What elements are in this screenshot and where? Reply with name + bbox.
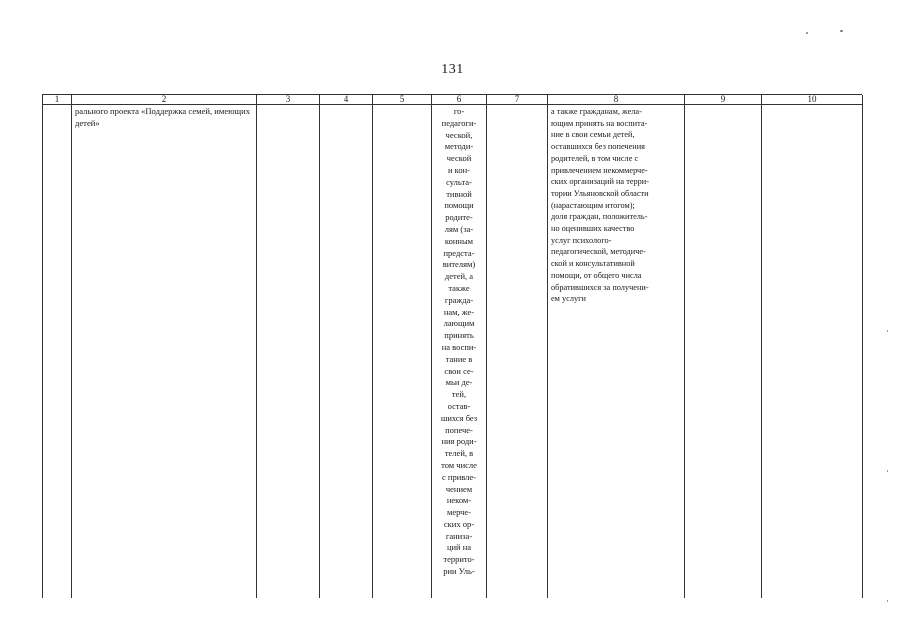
scan-speck <box>887 470 888 472</box>
column-header-10: 10 <box>762 95 862 105</box>
cell-line: педагогической, методиче- <box>551 247 646 257</box>
cell-line: остав- <box>447 400 471 411</box>
cell-line: рии Уль- <box>443 566 475 577</box>
column-9 <box>685 95 762 598</box>
cell-line: лям (за- <box>444 223 474 234</box>
cell-line: ния роди- <box>441 436 477 447</box>
cell-line: том числе <box>441 459 477 470</box>
column-header-7: 7 <box>487 95 547 105</box>
cell-line: методи- <box>444 141 474 152</box>
cell-line: педагоги- <box>441 117 477 128</box>
cell-line: ской и консультативной <box>551 259 635 269</box>
cell-line: мерче- <box>446 507 472 518</box>
data-table <box>42 94 862 598</box>
cell-line: террито- <box>443 554 475 565</box>
cell-line: обратившихся за получени- <box>551 282 649 292</box>
cell-line: свои се- <box>444 365 474 376</box>
cell-line: конным <box>444 235 474 246</box>
cell-line: услуг психолого- <box>551 235 612 245</box>
project-name-cell: рального проекта «Поддержка семей, имеющих детей» <box>75 106 251 128</box>
cell-line: сульта- <box>446 176 472 187</box>
column-header-1: 1 <box>43 95 71 105</box>
scan-speck <box>806 32 808 34</box>
cell-line: ем услуги <box>551 294 586 304</box>
cell-line: и кон- <box>447 164 470 175</box>
cell-line: родите- <box>445 212 473 223</box>
cell-line: доля граждан, положитель- <box>551 212 648 222</box>
column-3 <box>257 95 320 598</box>
column-header-5: 5 <box>373 95 431 105</box>
cell-line: ских организаций на терри- <box>551 177 649 187</box>
cell-line: гражда- <box>444 294 474 305</box>
column-10 <box>762 95 863 598</box>
cell-line: шихся без <box>440 412 478 423</box>
cell-line: го- <box>453 106 465 116</box>
column-8 <box>548 95 685 598</box>
cell-line: привлечением некоммерче- <box>551 165 648 175</box>
column-header-8: 8 <box>548 95 684 105</box>
cell-line: тей, <box>451 389 467 400</box>
cell-line: тивной <box>446 188 472 199</box>
cell-line: телей, в <box>444 448 474 459</box>
cell-line: нам, же- <box>443 306 475 317</box>
cell-line: чением <box>445 483 473 494</box>
cell-line: тории Ульяновской области <box>551 188 649 198</box>
cell-line: тание в <box>445 353 473 364</box>
column-4 <box>320 95 373 598</box>
cell-line: с привле- <box>442 471 476 482</box>
cell-line: предста- <box>443 247 475 258</box>
column-1 <box>43 95 72 598</box>
cell-line: ганиза- <box>445 530 473 541</box>
cell-line: родителей, в том числе с <box>551 153 639 163</box>
column-2 <box>72 95 257 598</box>
column-6 <box>432 95 487 598</box>
cell-line: ние в свои семьи детей, <box>551 130 635 140</box>
cell-line: детей, а <box>444 271 474 282</box>
cell-line: а также гражданам, жела- <box>551 107 642 116</box>
cell-line: лающим <box>443 318 475 329</box>
cell-line: ческой, <box>445 129 473 140</box>
cell-line: также <box>448 282 470 293</box>
column-7 <box>487 95 548 598</box>
cell-line: ющим принять на воспита- <box>551 118 648 128</box>
scan-speck <box>840 30 843 32</box>
column-header-9: 9 <box>685 95 761 105</box>
cell-line: ций на <box>446 542 472 553</box>
cell-line: оставшихся без попечения <box>551 142 645 152</box>
cell-line: ческой <box>446 153 472 164</box>
page-number: 131 <box>441 62 464 77</box>
column-header-4: 4 <box>320 95 372 105</box>
scan-speck <box>887 330 888 332</box>
cell-line: (нарастающим итогом); <box>551 200 635 210</box>
cell-line: вителям) <box>442 259 476 270</box>
cell-line: на воспи- <box>441 341 477 352</box>
cell-line: принять <box>444 330 474 341</box>
cell-line: помощи, от общего числа <box>551 270 642 280</box>
column-5 <box>373 95 432 598</box>
assistance-description-cell <box>433 106 485 578</box>
column-header-6: 6 <box>432 95 486 105</box>
indicator-description-cell <box>551 106 681 305</box>
cell-line: неком- <box>446 495 472 506</box>
cell-line: но оценивших качество <box>551 224 635 234</box>
cell-line: мьи де- <box>445 377 473 388</box>
scan-speck <box>887 600 888 602</box>
cell-line: попече- <box>445 424 473 435</box>
cell-line: ских ор- <box>443 518 475 529</box>
cell-line: помощи <box>444 200 474 211</box>
column-header-3: 3 <box>257 95 319 105</box>
column-header-2: 2 <box>72 95 256 105</box>
